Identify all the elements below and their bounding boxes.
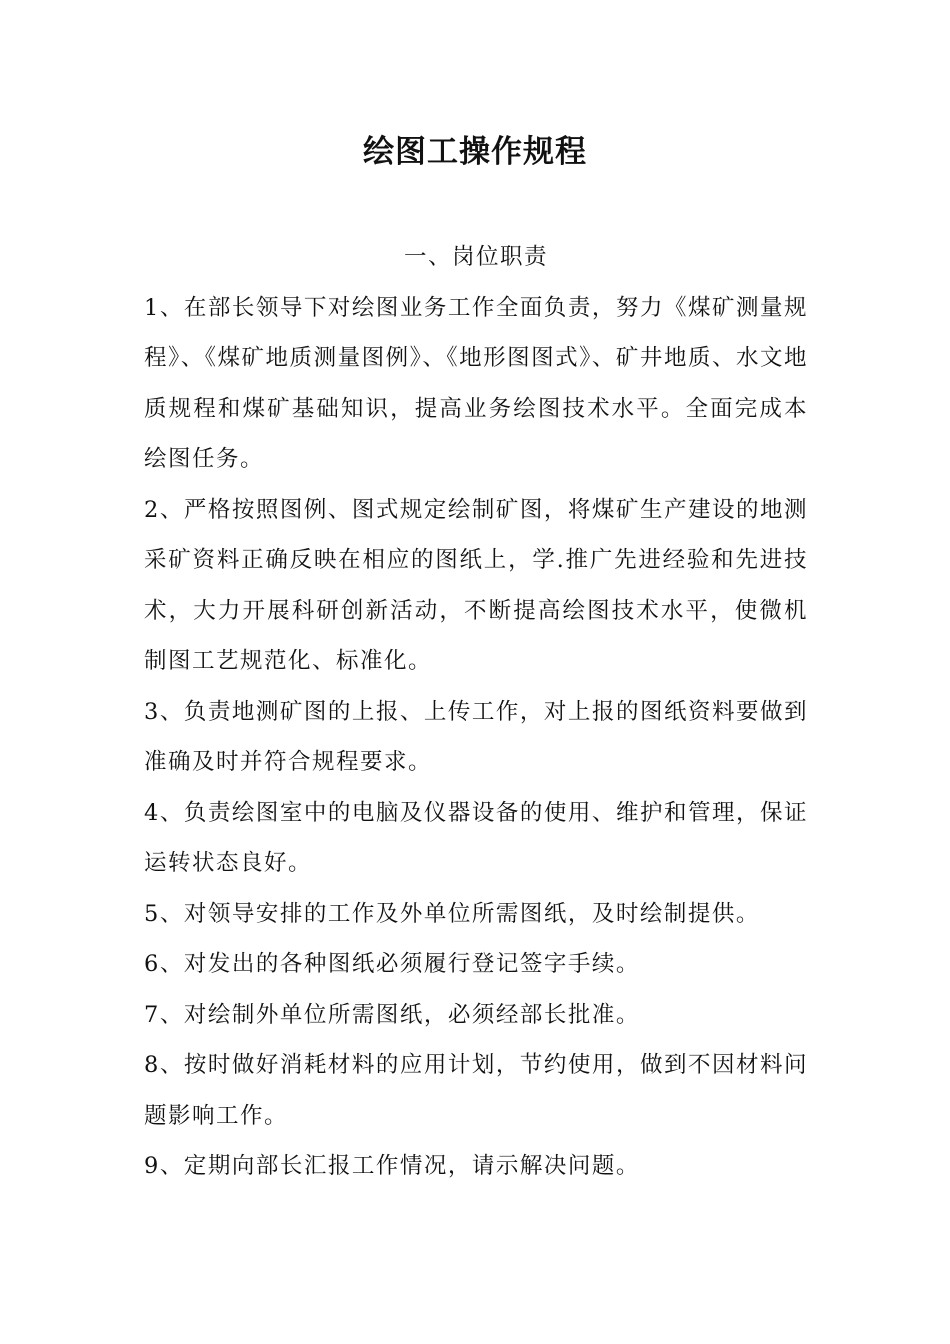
duty-item-3: 3、负责地测矿图的上报、上传工作，对上报的图纸资料要做到准确及时并符合规程要求。 xyxy=(144,698,808,775)
duty-item-8: 8、按时做好消耗材料的应用计划，节约使用，做到不因材料问题影响工作。 xyxy=(144,1052,808,1129)
duty-item-5: 5、对领导安排的工作及外单位所需图纸，及时绘制提供。 xyxy=(144,900,760,927)
duty-item-4: 4、负责绘图室中的电脑及仪器设备的使用、维护和管理，保证运转状态良好。 xyxy=(144,799,808,876)
document-title: 绘图工操作规程 xyxy=(363,134,587,170)
section-heading: 一、岗位职责 xyxy=(403,244,548,270)
duty-item-9: 9、定期向部长汇报工作情况，请示解决问题。 xyxy=(144,1153,640,1179)
document-body xyxy=(144,232,808,1192)
duty-item-2: 2、严格按照图例、图式规定绘制矿图，将煤矿生产建设的地测采矿资料正确反映在相应的图纸上，学.推广先进经验和先进技术，大力开展科研创新活动，不断提高绘图技术水平，使微机制图工艺规范化、标准化。 xyxy=(144,496,808,674)
duty-item-6: 6、对发出的各种图纸必须履行登记签字手续。 xyxy=(144,951,640,977)
duty-item-1: 1、在部长领导下对绘图业务工作全面负责，努力《煤矿测量规程》、《煤矿地质测量图例》、《地形图图式》、矿井地质、水文地质规程和煤矿基础知识，提高业务绘图技术水平。全面完成本绘图任务。 xyxy=(144,294,808,472)
duty-item-7: 7、对绘制外单位所需图纸，必须经部长批准。 xyxy=(144,1001,640,1028)
